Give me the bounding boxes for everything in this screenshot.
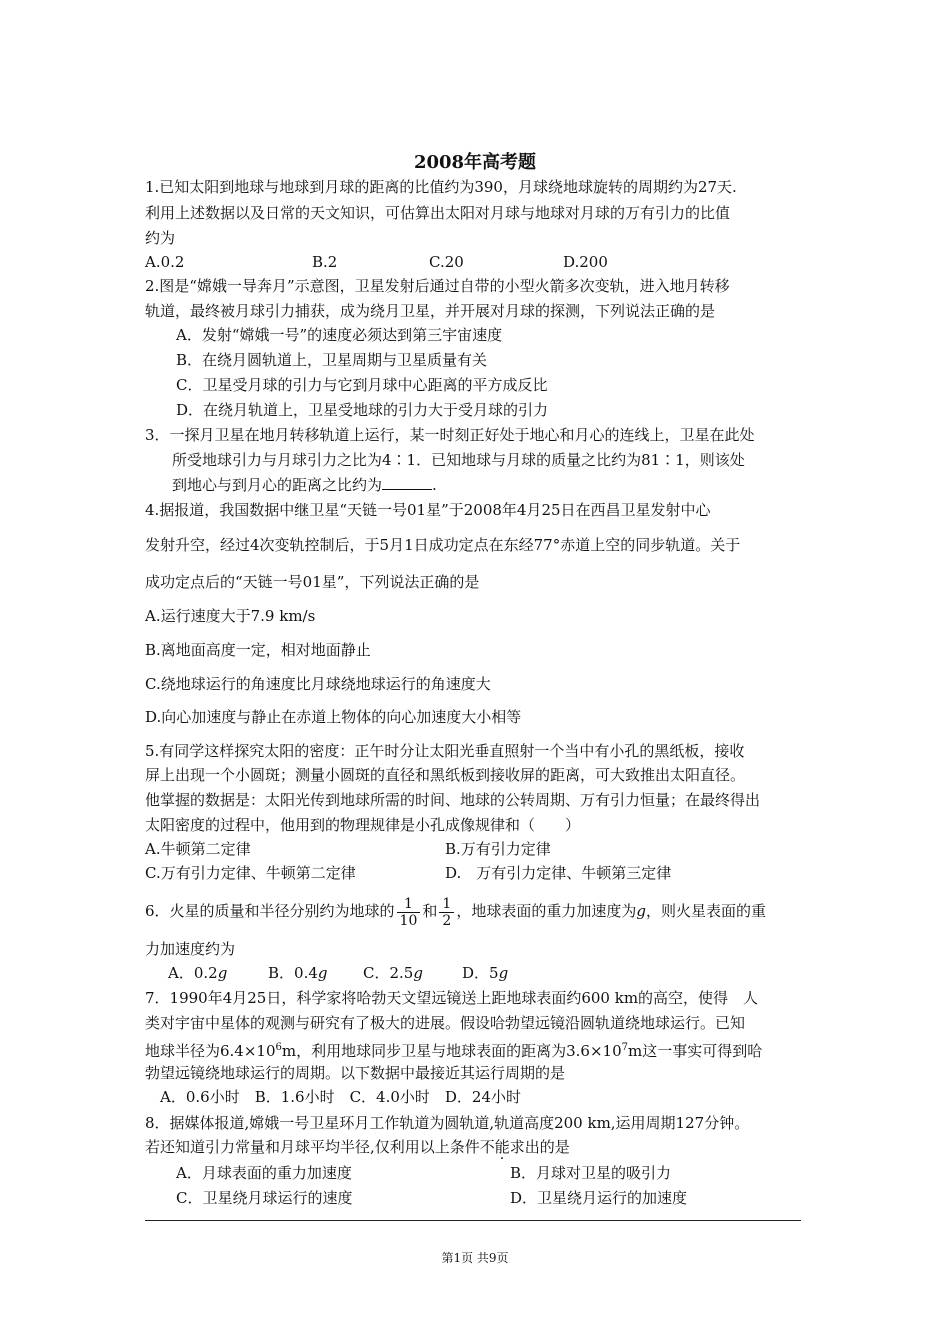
- q5-option-d: D. 万有引力定律、牛顿第三定律: [445, 864, 672, 882]
- q5-line1: 5.有同学这样探究太阳的密度：正午时分让太阳光垂直照射一个当中有小孔的黑纸板，接收: [145, 742, 745, 760]
- q7-line2: 类对宇宙中星体的观测与研究有了极大的进展。假设哈勃望远镜沿圆轨道绕地球运行。已知: [145, 1014, 746, 1032]
- q6-option-a-g: g: [217, 964, 228, 982]
- q6-fraction-1-2: [439, 896, 454, 929]
- q8-line1: 8．据媒体报道,嫦娥一号卫星环月工作轨道为圆轨道,轨道高度200 km,运用周期127分钟。: [145, 1114, 750, 1132]
- q6-option-d-text: D．5: [462, 964, 499, 982]
- q7-line3-a: 地球半径为6.4×10: [145, 1042, 276, 1060]
- q8-option-a: A．月球表面的重力加速度: [176, 1164, 352, 1182]
- q3-answer-blank: [382, 475, 432, 490]
- q7-exponent-7: 7: [621, 1042, 629, 1053]
- q6-prefix: 6．火星的质量和半径分别约为地球的: [145, 902, 395, 920]
- q7-line4: 勃望远镜绕地球运行的周期。以下数据中最接近其运行周期的是: [145, 1064, 566, 1082]
- page-title: 2008年高考题: [413, 152, 537, 173]
- q5-line2: 屏上出现一个小圆斑；测量小圆斑的直径和黑纸板到接收屏的距离，可大致推出太阳直径。: [145, 766, 746, 784]
- q5-option-a: A.牛顿第二定律: [145, 840, 251, 858]
- q6-line1: [145, 892, 766, 930]
- q4-line1: 4.据报道，我国数据中继卫星“天链一号01星”于2008年4月25日在西昌卫星发射中心: [145, 501, 711, 519]
- q1-option-a: A.0.2: [145, 253, 185, 271]
- q1-option-d: D.200: [563, 253, 608, 271]
- q4-line2: 发射升空，经过4次变轨控制后，于5月1日成功定点在东经77°赤道上空的同步轨道。关于: [145, 536, 741, 554]
- q7-exponent-6: 6: [275, 1042, 282, 1053]
- q7-line1: 7．1990年4月25日，科学家将哈勃天文望远镜送上距地球表面约600 km的高空，使得 人: [145, 989, 759, 1007]
- page-number: 第1页 共9页: [441, 1251, 509, 1265]
- q3-line3-text: 到地心与到月心的距离之比约为: [172, 476, 383, 494]
- q6-frac2-denominator: 2: [442, 912, 452, 929]
- q6-option-b: [268, 963, 328, 983]
- q6-option-b-g: g: [317, 964, 328, 982]
- q6-mid: 和: [422, 902, 438, 920]
- q7-line3: [145, 1038, 762, 1061]
- q3-line3: [172, 475, 437, 495]
- q3-line1: 3．一探月卫星在地月转移轨道上运行，某一时刻正好处于地心和月心的连线上，卫星在此处: [145, 426, 755, 444]
- footer-divider: [145, 1220, 801, 1221]
- q6-frac2-numerator: 1: [439, 896, 454, 913]
- q8-line2-c: 求出的是: [509, 1138, 570, 1156]
- q6-fraction-1-10: [397, 896, 421, 929]
- q6-option-b-text: B．0.4: [268, 964, 318, 982]
- q6-option-a-text: A．0.2: [168, 964, 218, 982]
- q2-line1: 2.图是“嫦娥一导奔月”示意图，卫星发射后通过自带的小型火箭多次变轨，进入地月转移: [145, 277, 730, 295]
- q2-option-c: C．卫星受月球的引力与它到月球中心距离的平方成反比: [176, 376, 548, 394]
- q3-line3-end: .: [432, 476, 437, 494]
- q3-line2: 所受地球引力与月球引力之比为4∶1．已知地球与月球的质量之比约为81∶1，则该处: [172, 451, 745, 469]
- q8-emphasis-char: 能: [494, 1138, 510, 1156]
- q5-line4: 太阳密度的过程中，他用到的物理规律是小孔成像规律和（ ）: [145, 816, 581, 834]
- q6-option-c-g: g: [413, 964, 423, 982]
- q5-option-b: B.万有引力定律: [445, 840, 551, 858]
- q4-option-a: A.运行速度大于7.9 km/s: [145, 607, 316, 625]
- q8-line2: [145, 1137, 570, 1157]
- q8-option-d: D．卫星绕月运行的加速度: [510, 1189, 688, 1207]
- q4-option-b: B.离地面高度一定，相对地面静止: [145, 641, 371, 659]
- q1-option-b: B.2: [312, 253, 338, 271]
- q6-line2: 力加速度约为: [145, 940, 236, 958]
- q8-option-c: C．卫星绕月球运行的速度: [176, 1189, 353, 1207]
- q4-option-d: D.向心加速度与静止在赤道上物体的向心加速度大小相等: [145, 708, 522, 726]
- q1-line1: 1.已知太阳到地球与地球到月球的距离的比值约为390，月球绕地球旋转的周期约为27天.: [145, 178, 737, 196]
- q4-line3: 成功定点后的“天链一号01星”，下列说法正确的是: [145, 573, 480, 591]
- q7-options: A．0.6小时 B．1.6小时 C．4.0小时 D．24小时: [160, 1088, 522, 1106]
- q2-option-b: B．在绕月圆轨道上，卫星周期与卫星质量有关: [176, 351, 488, 369]
- q7-line3-c: m这一事实可得到哈: [628, 1042, 763, 1060]
- q6-option-d-g: g: [498, 964, 509, 982]
- q8-line2-a: 若还知道引力常量和月球平均半径,仅利用以上条件不: [145, 1138, 495, 1156]
- q6-g-symbol: g: [636, 902, 646, 920]
- q6-option-c: [363, 963, 423, 983]
- q2-option-a: A．发射“嫦娥一号”的速度必须达到第三宇宙速度: [176, 326, 503, 344]
- q5-line3: 他掌握的数据是：太阳光传到地球所需的时间、地球的公转周期、万有引力恒量；在最终得出: [145, 791, 761, 809]
- q1-line3: 约为: [145, 229, 176, 247]
- q4-option-c: C.绕地球运行的角速度比月球绕地球运行的角速度大: [145, 675, 491, 693]
- q2-line2: 轨道，最终被月球引力捕获，成为绕月卫星，并开展对月球的探测，下列说法正确的是: [145, 302, 716, 320]
- q6-option-a: [168, 963, 227, 983]
- q1-line2: 利用上述数据以及日常的天文知识，可估算出太阳对月球与地球对月球的万有引力的比值: [145, 204, 731, 222]
- q1-option-c: C.20: [429, 253, 464, 271]
- q5-option-c: C.万有引力定律、牛顿第二定律: [145, 864, 356, 882]
- q6-suffix-a: ，地球表面的重力加速度为: [456, 902, 637, 920]
- q8-option-b: B．月球对卫星的吸引力: [510, 1164, 672, 1182]
- q6-frac1-denominator: 10: [399, 912, 418, 929]
- q6-option-c-text: C．2.5: [363, 964, 414, 982]
- q6-option-d: [462, 963, 508, 983]
- q2-option-d: D．在绕月轨道上，卫星受地球的引力大于受月球的引力: [176, 401, 549, 419]
- q6-frac1-numerator: 1: [397, 896, 421, 913]
- q7-line3-b: m，利用地球同步卫星与地球表面的距离为3.6×10: [281, 1042, 622, 1060]
- q6-suffix-b: ，则火星表面的重: [645, 902, 766, 920]
